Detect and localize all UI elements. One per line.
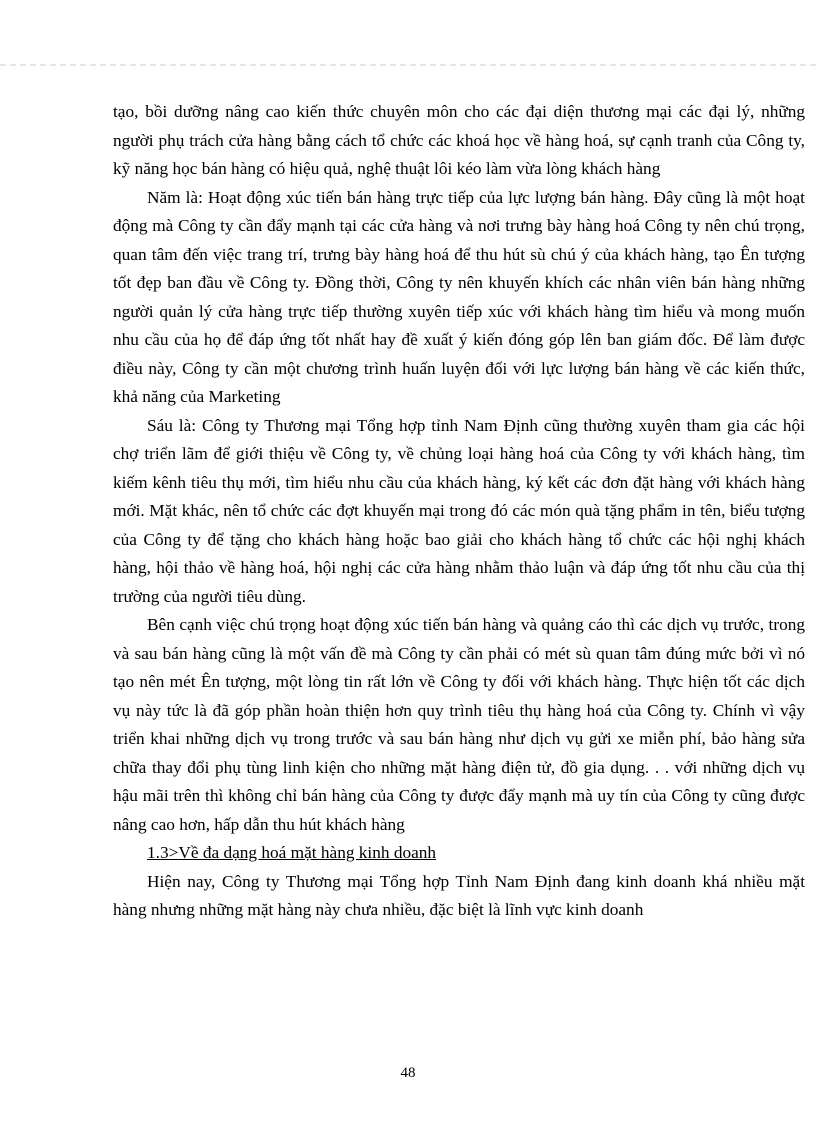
document-body (113, 98, 805, 925)
section-title: Về đa dạng hoá mặt hàng kinh doanh (178, 843, 437, 862)
paragraph-sau-la: Sáu là: Công ty Thương mại Tổng hợp tỉnh Nam Định cũng thường xuyên tham gia các hội chợ triển lãm để giới thiệu về Công ty, về chủng loại hàng hoá của Công ty với khách hàng, tìm kiếm kênh tiêu thụ mới, tìm hiểu nhu cầu của khách hàng, ký kết các đơn đặt hàng với khách hàng mới. Mặt khác, nên tổ chức các đợt khuyến mại trong đó các món quà tặng phẩm in tên, biểu tượng của Công ty để tặng cho khách hàng hoặc bao giải cho khách hàng tổ chức các hội nghị khách hàng, hội thảo về hàng hoá, hội nghị các cửa hàng nhằm thảo luận và đáp ứng tốt nhu cầu của thị trường của người tiêu dùng. (113, 415, 805, 606)
paragraph-hien-nay: Hiện nay, Công ty Thương mại Tổng hợp Tỉnh Nam Định đang kinh doanh khá nhiều mặt hàng nhưng những mặt hàng này chưa nhiều, đặc biệt là lĩnh vực kinh doanh (113, 871, 805, 919)
section-heading (113, 839, 805, 868)
paragraph-continued: tạo, bồi dưỡng nâng cao kiến thức chuyên môn cho các đại diện thương mại các đại lý, những người phụ trách cửa hàng bằng cách tổ chức các khoá học về hàng hoá, sự cạnh tranh của Công ty, kỹ năng học bán hàng có hiệu quả, nghệ thuật lôi kéo làm vừa lòng khách hàng (113, 102, 805, 178)
paragraph-dich-vu: Bên cạnh việc chú trọng hoạt động xúc tiến bán hàng và quảng cáo thì các dịch vụ trước, trong và sau bán hàng cũng là một vấn đề mà Công ty cần phải có mét sù quan tâm đúng mức bởi vì nó tạo nên mét Ên tượng, một lòng tin rất lớn về Công ty đối với khách hàng. Thực hiện tốt các dịch vụ này tức là đã góp phần hoàn thiện hơn quy trình tiêu thụ hàng hoá của Công ty. Chính vì vậy triển khai những dịch vụ trong trước và sau bán hàng như dịch vụ gửi xe miễn phí, bảo hàng sửa chữa thay đổi phụ tùng linh kiện cho những mặt hàng điện tử, đồ gia dụng. . . với những dịch vụ hậu mãi trên thì không chỉ bán hàng của Công ty được đẩy mạnh mà uy tín của Công ty cũng được nâng cao hơn, hấp dẫn thu hút khách hàng (113, 615, 805, 834)
section-number: 1.3> (147, 843, 179, 862)
top-divider (0, 64, 816, 66)
paragraph-nam-la: Năm là: Hoạt động xúc tiến bán hàng trực tiếp của lực lượng bán hàng. Đây cũng là một hoạt động mà Công ty cần đẩy mạnh tại các cửa hàng và nơi trưng bày hàng hoá Công ty nên chú trọng, quan tâm đến việc trang trí, trưng bày hàng hoá để thu hút sù chú ý của khách hàng, tạo Ên tượng tốt đẹp ban đầu về Công ty. Đồng thời, Công ty nên khuyến khích các nhân viên bán hàng những người quản lý cửa hàng trực tiếp thường xuyên tiếp xúc với khách hàng tìm hiểu và mong muốn nhu cầu của họ để đáp ứng tốt nhất hay đề xuất ý kiến đóng góp lên ban giám đốc. Để làm được điều này, Công ty cần một chương trình huấn luyện đối với lực lượng bán hàng về các kiến thức, khả năng của Marketing (113, 187, 805, 406)
page-number: 48 (400, 1065, 416, 1081)
